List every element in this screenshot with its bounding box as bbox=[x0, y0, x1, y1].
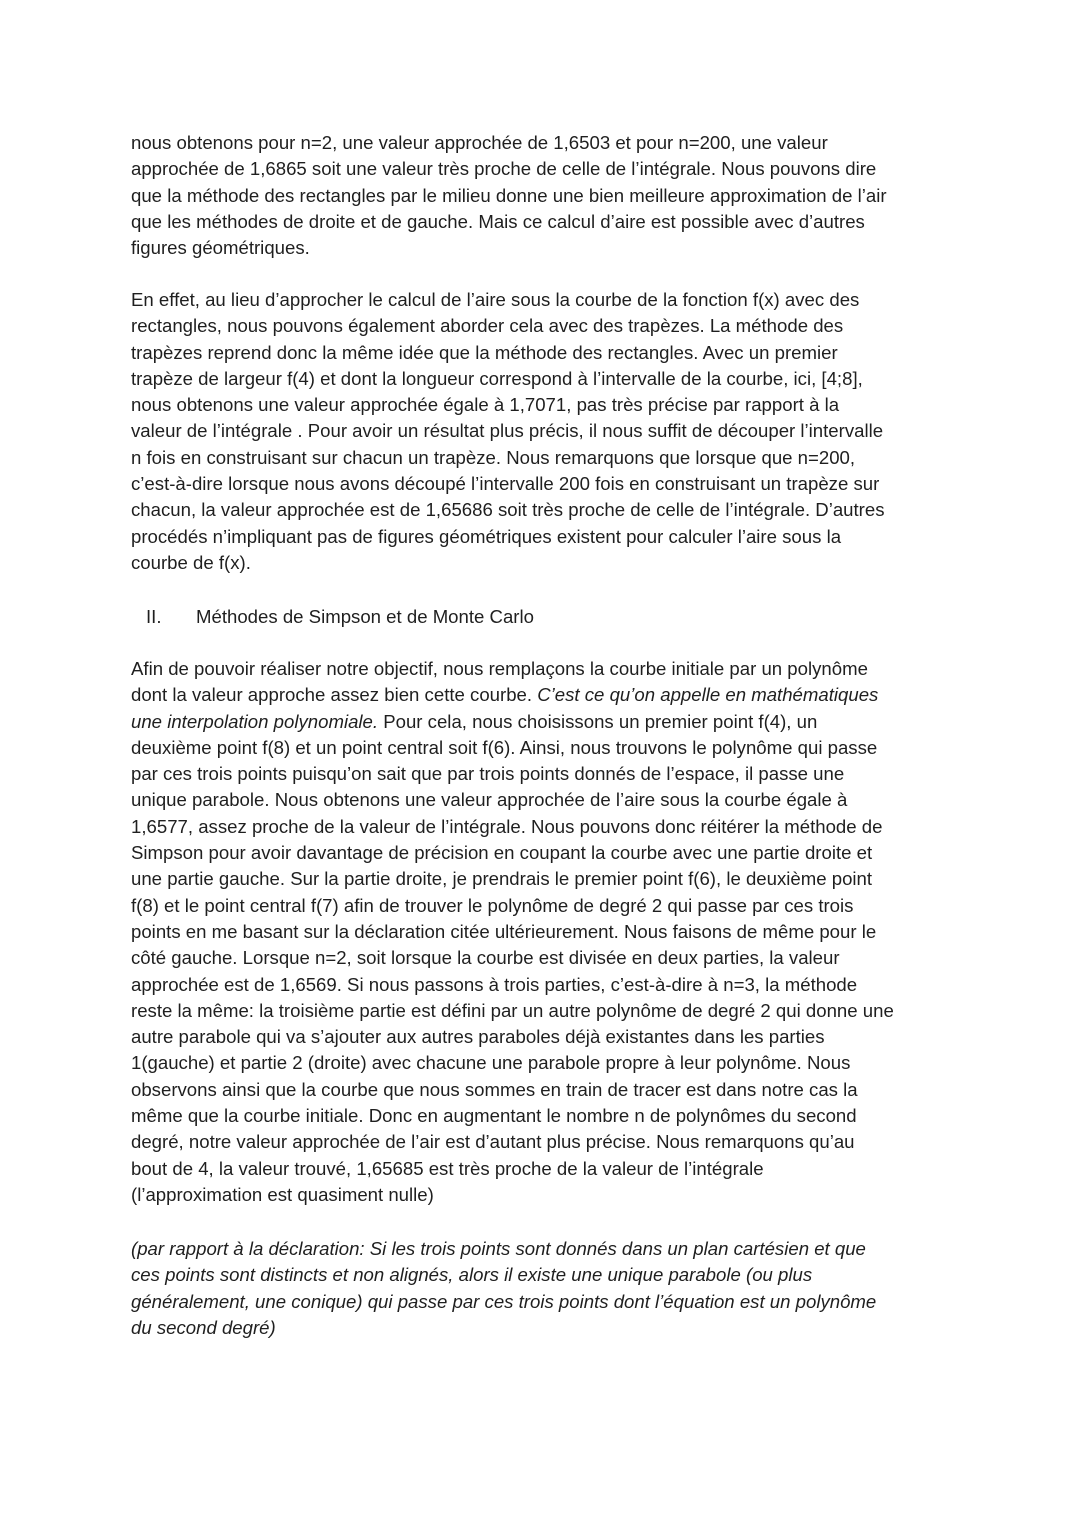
text-segment: f(8) et le point central f(7) afin de trouver le polynôme de degré 2 qui passe par ces trois bbox=[131, 894, 854, 916]
paragraph-trapezes bbox=[131, 287, 885, 576]
text-segment: unique parabole. Nous obtenons une valeur approchée de l’aire sous la courbe égale à bbox=[131, 789, 848, 811]
text-line: En effet, au lieu d’approcher le calcul de l’aire sous la courbe de la fonction f(x) avec des bbox=[131, 289, 860, 310]
section-title: Méthodes de Simpson et de Monte Carlo bbox=[196, 606, 534, 627]
text-line: trapèze de largeur f(4) et dont la longueur correspond à l’intervalle de la courbe, ici, [4;8], bbox=[131, 367, 863, 389]
text-line: c’est-à-dire lorsque nous avons découpé l’intervalle 200 fois en construisant un trapèze sur bbox=[131, 473, 880, 495]
text-line bbox=[131, 1103, 894, 1129]
text-line bbox=[131, 1129, 894, 1155]
text-segment: une partie gauche. Sur la partie droite, je prendrais le premier point f(6), le deuxième point bbox=[131, 868, 873, 890]
text-line: rectangles, nous pouvons également aborder cela avec des trapèzes. La méthode des bbox=[131, 315, 844, 337]
text-line bbox=[131, 866, 894, 892]
text-segment: côté gauche. Lorsque n=2, soit lorsque la courbe est divisée en deux parties, la valeur bbox=[131, 947, 840, 969]
text-segment: même que la courbe initiale. Donc en augmentant le nombre n de polynômes du second bbox=[131, 1105, 857, 1127]
text-line bbox=[131, 945, 894, 971]
text-line bbox=[131, 1077, 894, 1103]
section-heading bbox=[146, 604, 534, 630]
text-segment: Simpson pour avoir davantage de précision en coupant la courbe avec une partie droite et bbox=[131, 842, 873, 864]
text-line bbox=[131, 998, 894, 1024]
text-segment: dont la valeur approche assez bien cette courbe. bbox=[131, 684, 538, 706]
section-number: II. bbox=[146, 606, 162, 627]
text-segment: Pour cela, nous choisissons un premier point f(4), un bbox=[378, 710, 818, 732]
text-line: nous obtenons pour n=2, une valeur approchée de 1,6503 et pour n=200, une valeur bbox=[131, 132, 828, 153]
text-line: généralement, une conique) qui passe par ces trois points dont l’équation est un polynôme bbox=[131, 1290, 877, 1312]
text-line bbox=[131, 682, 894, 708]
paragraph-simpson bbox=[131, 656, 894, 1208]
text-line: valeur de l’intégrale . Pour avoir un résultat plus précis, il nous suffit de découper l’intervalle bbox=[131, 420, 884, 442]
text-segment: 1(gauche) et partie 2 (droite) avec chacune une parabole propre à leur polynôme. Nous bbox=[131, 1052, 851, 1074]
text-segment: deuxième point f(8) et un point central soit f(6). Ainsi, nous trouvons le polynôme qui passe bbox=[131, 736, 878, 758]
text-line: que les méthodes de droite et de gauche. Mais ce calcul d’aire est possible avec d’autres bbox=[131, 210, 865, 232]
text-line bbox=[131, 840, 894, 866]
italic-text: une interpolation polynomiale. bbox=[131, 710, 379, 732]
text-segment: 1,6577, assez proche de la valeur de l’intégrale. Nous pouvons donc réitérer la méthode de bbox=[131, 815, 883, 837]
text-line: trapèzes reprend donc la même idée que la méthode des rectangles. Avec un premier bbox=[131, 341, 838, 363]
text-line bbox=[131, 709, 894, 735]
text-line: chacun, la valeur approchée est de 1,65686 soit très proche de celle de l’intégrale. D’autres bbox=[131, 499, 885, 521]
text-segment: bout de 4, la valeur trouvé, 1,65685 est très proche de la valeur de l’intégrale bbox=[131, 1157, 764, 1179]
text-line: du second degré) bbox=[131, 1316, 276, 1338]
text-line bbox=[131, 972, 894, 998]
text-line: nous obtenons une valeur approchée égale à 1,7071, pas très précise par rapport à la bbox=[131, 394, 840, 416]
text-line bbox=[131, 893, 894, 919]
text-line: (par rapport à la déclaration: Si les trois points sont donnés dans un plan cartésien et que bbox=[131, 1238, 866, 1259]
text-line bbox=[131, 735, 894, 761]
text-line: ces points sont distincts et non alignés, alors il existe une unique parabole (ou plus bbox=[131, 1264, 813, 1286]
text-line bbox=[131, 761, 894, 787]
text-line bbox=[131, 1050, 894, 1076]
paragraph-rectangles-conclusion bbox=[131, 130, 887, 261]
text-line bbox=[131, 787, 894, 813]
text-line bbox=[131, 1024, 894, 1050]
text-line bbox=[131, 1156, 894, 1182]
text-line: figures géométriques. bbox=[131, 237, 310, 259]
text-segment: degré, notre valeur approchée de l’air est d’autant plus précise. Nous remarquons qu’au bbox=[131, 1131, 855, 1153]
italic-text: C’est ce qu’on appelle en mathématiques bbox=[537, 684, 879, 706]
text-line: procédés n’impliquant pas de figures géométriques existent pour calculer l’aire sous la bbox=[131, 525, 842, 547]
text-segment: (l’approximation est quasiment nulle) bbox=[131, 1183, 434, 1205]
text-line bbox=[131, 814, 894, 840]
text-segment: points en me basant sur la déclaration citée ultérieurement. Nous faisons de même pour le bbox=[131, 920, 877, 942]
text-line: approchée de 1,6865 soit une valeur très proche de celle de l’intégrale. Nous pouvons dire bbox=[131, 158, 877, 180]
paragraph-declaration-note bbox=[131, 1236, 876, 1341]
text-segment: reste la même: la troisième partie est défini par un autre polynôme de degré 2 qui donne une bbox=[131, 999, 894, 1021]
text-line bbox=[131, 1182, 894, 1208]
text-line bbox=[131, 656, 894, 682]
text-segment: observons ainsi que la courbe que nous sommes en train de tracer est dans notre cas la bbox=[131, 1078, 858, 1100]
text-line: que la méthode des rectangles par le milieu donne une bien meilleure approximation de l’air bbox=[131, 184, 887, 206]
text-line: n fois en construisant sur chacun un trapèze. Nous remarquons que lorsque que n=200, bbox=[131, 446, 856, 468]
text-segment: par ces trois points puisqu’on sait que par trois points donnés de l’espace, il passe une bbox=[131, 763, 845, 785]
text-line: courbe de f(x). bbox=[131, 551, 251, 573]
text-segment: approchée est de 1,6569. Si nous passons à trois parties, c’est-à-dire à n=3, la méthode bbox=[131, 973, 858, 995]
text-segment: Afin de pouvoir réaliser notre objectif, nous remplaçons la courbe initiale par un polynôme bbox=[131, 658, 868, 679]
text-segment: autre parabole qui va s’ajouter aux autres paraboles déjà existantes dans les parties bbox=[131, 1026, 825, 1048]
text-line bbox=[131, 919, 894, 945]
